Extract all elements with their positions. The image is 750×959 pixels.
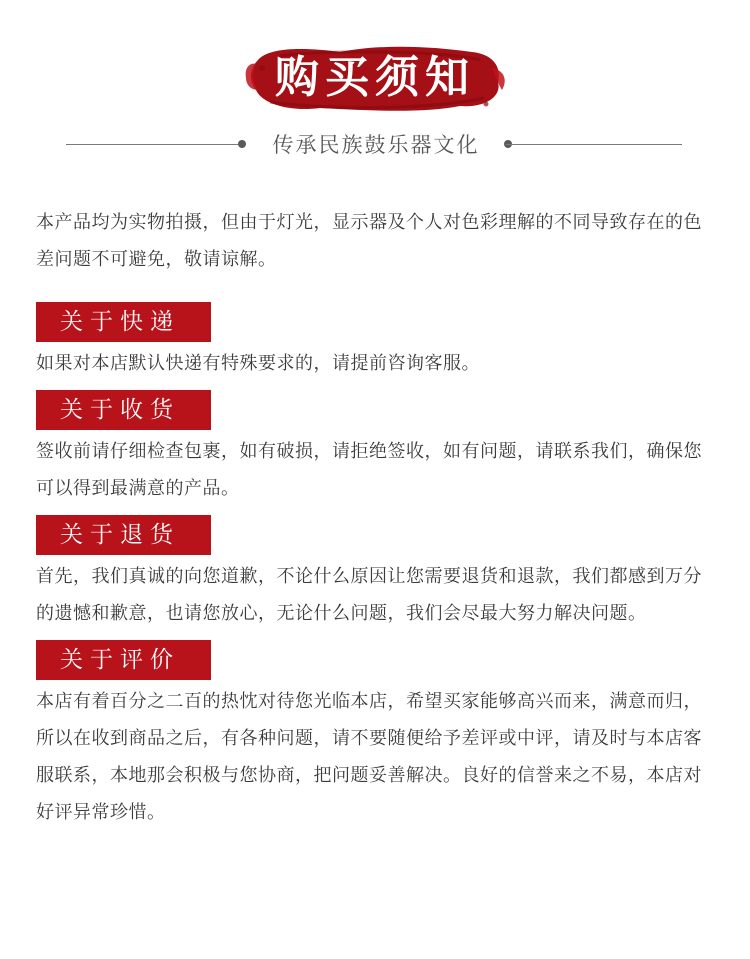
section-heading: 关于收货 (36, 390, 211, 430)
page-title: 购买须知 (275, 52, 475, 103)
section-body: 首先，我们真诚的向您道歉，不论什么原因让您需要退货和退款，我们都感到万分的遗憾和歉意，也请您放心，无论什么问题，我们会尽最大努力解决问题。 (36, 566, 702, 624)
section-body: 本店有着百分之二百的热忱对待您光临本店，希望买家能够高兴而来，满意而归，所以在收到商品之后，有各种问题，请不要随便给予差评或中评，请及时与本店客服联系，本地那会积极与您协商，把问题妥善解决。良好的信誉来之不易，本店对好评异常珍惜。 (36, 691, 702, 823)
section-returns (36, 515, 716, 632)
section-receipt (36, 390, 716, 507)
intro-paragraph: 本产品均为实物拍摄，但由于灯光，显示器及个人对色彩理解的不同导致存在的色差问题不可避免，敬请谅解。 (36, 212, 702, 270)
section-body: 签收前请仔细检查包裹，如有破损，请拒绝签收，如有问题，请联系我们，确保您可以得到最满意的产品。 (36, 441, 702, 499)
section-heading: 关于快递 (36, 302, 211, 342)
title-banner (240, 38, 510, 118)
section-reviews (36, 640, 716, 831)
notice-content (36, 204, 716, 839)
subtitle-row (0, 130, 750, 160)
section-body: 如果对本店默认快递有特殊要求的，请提前咨询客服。 (36, 353, 480, 374)
section-heading: 关于评价 (36, 640, 211, 680)
page-header (0, 0, 750, 180)
divider-line-left (66, 144, 242, 145)
page-subtitle: 传承民族鼓乐器文化 (272, 133, 480, 157)
divider-line-right (506, 144, 682, 145)
divider-dot-left (238, 140, 246, 148)
section-heading: 关于退货 (36, 515, 211, 555)
section-delivery (36, 302, 716, 382)
